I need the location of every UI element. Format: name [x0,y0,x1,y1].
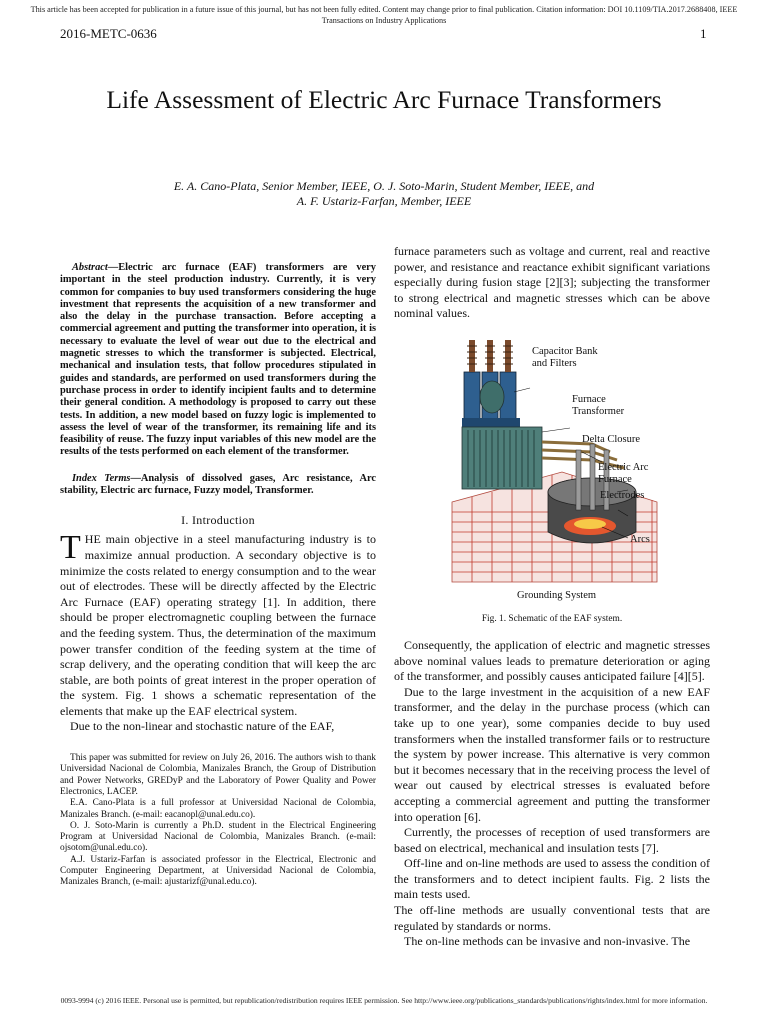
index-terms-lead: Index Terms [72,472,131,484]
bottom-notice: 0093-9994 (c) 2016 IEEE. Personal use is permitted, but republication/redistribution requires IEEE permission. See http://www.ieee.org/publications_standards/publications/rights/index.html for more information. [60,996,708,1005]
drop-cap: T [60,529,81,567]
right-paragraph-2: Due to the large investment in the acquisition of a new EAF transformer, and the delay in the purchase process (which can take up to one year), some companies decide to buy used transformers when the installed transformer fails or to restructure the system by power increase. This alternative is very common but it becomes necessary that in the receiving process the level of wear out caused by electrical stresses is evaluated before accepting a commercial agreement and putting the transformer into operation [6]. [394,684,710,824]
index-terms-text: —Analysis of dissolved gases, Arc resistance, Arc stability, Electric arc furnace, Fuzzy model, Transformer. [60,472,376,497]
label-arcs: Arcs [630,533,650,545]
paper-id: 2016-METC-0636 [60,26,157,41]
label-delta-closure: Delta Closure [582,433,641,445]
page-number: 1 [700,26,707,41]
label-transformer-2: Transformer [572,405,625,417]
right-paragraph-3: Currently, the processes of reception of used transformers are based on electrical, mechanical and insulation tests [7]. [394,825,710,855]
label-furnace-2: Furnace [598,473,632,485]
footnote-submission: This paper was submitted for review on July 26, 2016. The authors wish to thank Universidad Nacional de Colombia, Manizales Branch, the Group of Distribution and Power Networks, GREDyP and the Laboratory of Power Quality and Power Electronics, LACEP. [60,753,376,797]
right-column [394,244,710,950]
label-capacitor-1: Capacitor Bank [532,345,598,357]
paper-title: Life Assessment of Electric Arc Furnace Transformers [106,85,662,114]
footnotes [60,753,376,889]
intro-paragraph-2: Due to the non-linear and stochastic nature of the EAF, [70,719,335,734]
label-furnace-1: Electric Arc [598,461,649,473]
label-transformer-1: Furnace [572,393,606,405]
label-grounding: Grounding System [517,589,597,601]
intro-paragraph-1-text: HE main objective in a steel manufacturing industry is to maximize annual production. A secondary objective is to minimize the costs related to energy consumption and to the wear out of electrodes. These will be directly affected by the Electric Arc Furnace (EAF) operating strategy [1]. In addition, there should be proper electromagnetic coupling between the furnace and the feeding system. Thus, the determination of the maximum power transfer condition of the feeding system at the time of scrap delivery, and the operating condition that will keep the arc stable, are both points of great interest in the proper operation of the system. Fig. 1 shows a schematic representation of the elements that make up the EAF electrical system. [60,532,376,718]
authors-line-1: E. A. Cano-Plata, Senior Member, IEEE, O. J. Soto-Marin, Student Member, IEEE, and [173,179,595,193]
top-notice: This article has been accepted for publication in a future issue of this journal, but has not been fully edited. Content may change prior to final publication. Citation information: DOI 10.1109/TIA.2017.2688408, IEEE Transactions on Industry Applications [30,5,738,25]
section-heading: I. Introduction [181,513,255,528]
index-terms [60,473,376,498]
intro-paragraph-1 [60,529,376,719]
abstract [60,262,376,459]
eaf-schematic-illustration [442,332,662,604]
right-paragraph-6: The on-line methods can be invasive and non-invasive. The [404,934,691,949]
footnote-author-3: A.J. Ustariz-Farfan is associated professor in the Electrical, Electronic and Computer Engineering Department, at Universidad Nacional de Colombia, Manizales Branch, (e-mail: ajustarizf@unal.edu.co). [60,854,376,888]
abstract-text: —Electric arc furnace (EAF) transformers are very important in the steel production industry. Currently, it is very common for companies to buy used transformers considering the huge investment that represents the acquisition of a new transformer and also the delay in the purchase transaction. Before accepting a commercial agreement and putting the transformer into operation, it is necessary to evaluate the level of wear out due to the electrical and magnetic stresses to which the transformer is subjected. Electrical, mechanical and insulation tests, that follow procedures stipulated in guides and standards, are performed on used transformers during the purchase process in order to identify incipient faults and to determine their general condition. A methodology is proposed to carry out these tests. In addition, a new model based on fuzzy logic is implemented to assess the level of wear of the transformer, its remaining life and its feasibility of reuse. The fuzzy input variables of this new model are the results of the tests performed on each element of the transformer. [60,262,376,458]
figure-caption: Fig. 1. Schematic of the EAF system. [481,613,623,624]
right-paragraph-continued: furnace parameters such as voltage and current, real and reactive power, and resistance and reactance exhibit significant variations especially during fusion stage [2][3]; subjecting the transformer to strong electrical and magnetic stresses which can be above nominal values. [394,244,710,321]
figure-1 [394,332,710,612]
paper-authors [60,179,708,209]
footnote-author-2: O. J. Soto-Marin is currently a Ph.D. student in the Electrical Engineering Program at Universidad Nacional de Colombia, Manizales Branch. (e-mail: ojsotom@unal.edu.co). [60,820,376,854]
right-paragraph-5: The off-line methods are usually conventional tests that are regulated by standards or norms. [394,903,710,933]
label-capacitor-2: and Filters [532,357,577,369]
footnote-author-1: E.A. Cano-Plata is a full professor at Universidad Nacional de Colombia, Manizales Branch. (e-mail: eacanopl@unal.edu.co). [60,798,376,820]
authors-line-2: A. F. Ustariz-Farfan, Member, IEEE [296,194,472,208]
abstract-lead: Abstract [72,262,108,273]
left-column [60,244,376,889]
right-paragraph-4: Off-line and on-line methods are used to assess the condition of the transformers and to detect incipient faults. Fig. 2 lists the main tests used. [394,856,710,902]
label-electrodes: Electrodes [600,489,645,501]
right-paragraph-1: Consequently, the application of electric and magnetic stresses above nominal values leads to premature deterioration or aging of the transformer, and possibly causes anticipated failure [4][5]. [394,637,710,684]
